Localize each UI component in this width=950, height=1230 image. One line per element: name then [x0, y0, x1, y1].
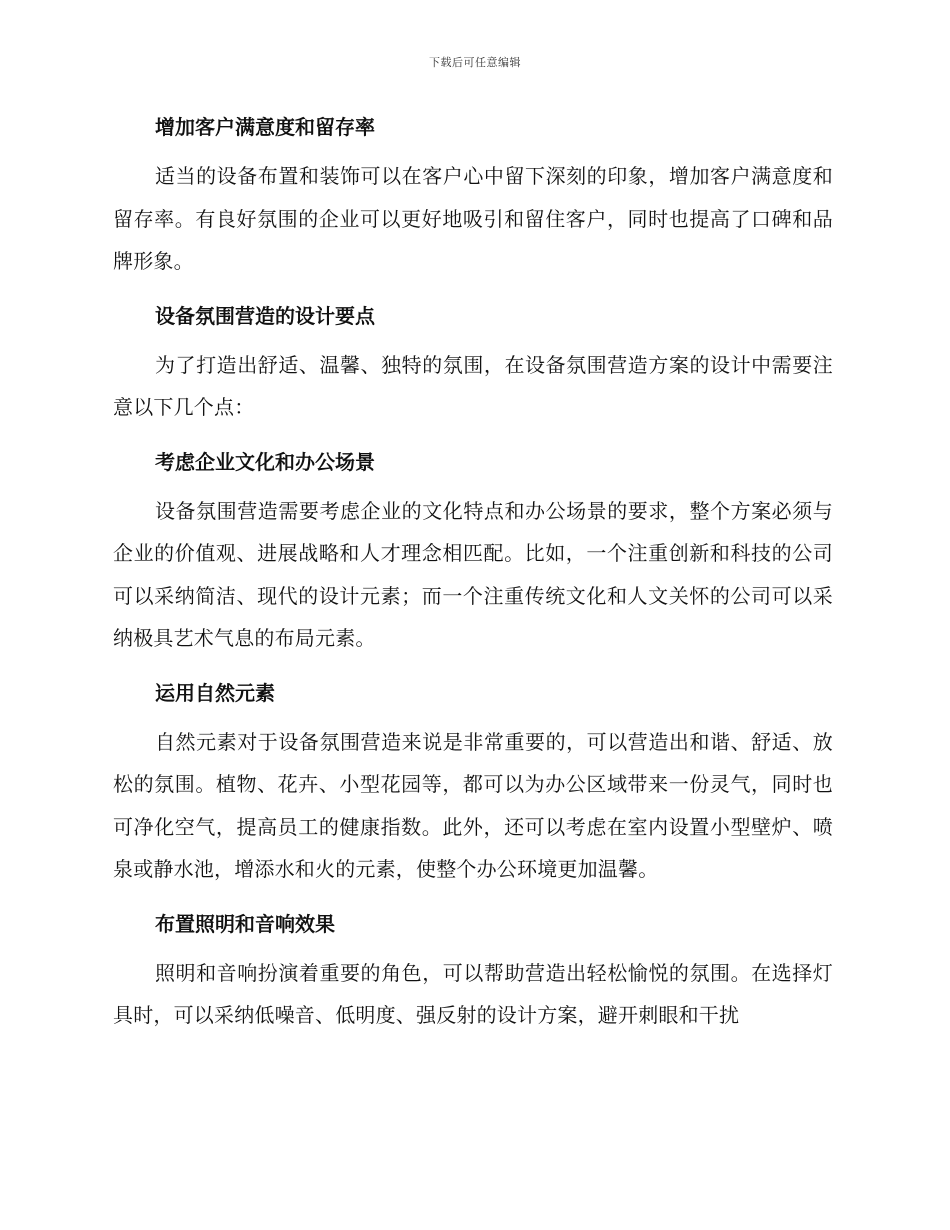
section-heading: 设备氛围营造的设计要点 — [155, 303, 375, 328]
section-paragraph: 照明和音响扮演着重要的角色，可以帮助营造出轻松愉悦的氛围。在选择灯具时，可以采纳低噪音、低明度、强反射的设计方案，避开刺眼和干扰 — [113, 960, 833, 1027]
section-paragraph: 设备氛围营造需要考虑企业的文化特点和办公场景的要求，整个方案必须与企业的价值观、进展战略和人才理念相匹配。比如，一个注重创新和科技的公司可以采纳简洁、现代的设计元素；而一个注重传统文化和人文关怀的公司可以采纳极具艺术气息的布局元素。 — [113, 498, 833, 650]
section-heading: 布置照明和音响效果 — [155, 911, 335, 936]
section-heading: 增加客户满意度和留存率 — [155, 115, 375, 139]
section-lighting-audio — [113, 904, 833, 1037]
section-paragraph: 适当的设备布置和装饰可以在客户心中留下深刻的印象，增加客户满意度和留存率。有良好氛围的企业可以更好地吸引和留住客户，同时也提高了口碑和品牌形象。 — [113, 164, 833, 273]
section-corporate-culture — [113, 442, 833, 660]
section-paragraph: 自然元素对于设备氛围营造来说是非常重要的，可以营造出和谐、舒适、放松的氛围。植物、花卉、小型花园等，都可以为办公区域带来一份灵气，同时也可净化空气，提高员工的健康指数。此外，还可以考虑在室内设置小型壁炉、喷泉或静水池，增添水和火的元素，使整个办公环境更加温馨。 — [113, 729, 833, 881]
section-customer-satisfaction — [113, 107, 833, 283]
section-design-points — [113, 296, 833, 429]
section-heading: 运用自然元素 — [155, 680, 275, 705]
section-natural-elements — [113, 673, 833, 891]
section-paragraph: 为了打造出舒适、温馨、独特的氛围，在设备氛围营造方案的设计中需要注意以下几个点： — [113, 352, 833, 419]
document-body — [113, 107, 833, 1050]
section-heading: 考虑企业文化和办公场景 — [155, 449, 375, 474]
page-header: 下载后可任意编辑 — [429, 56, 521, 69]
